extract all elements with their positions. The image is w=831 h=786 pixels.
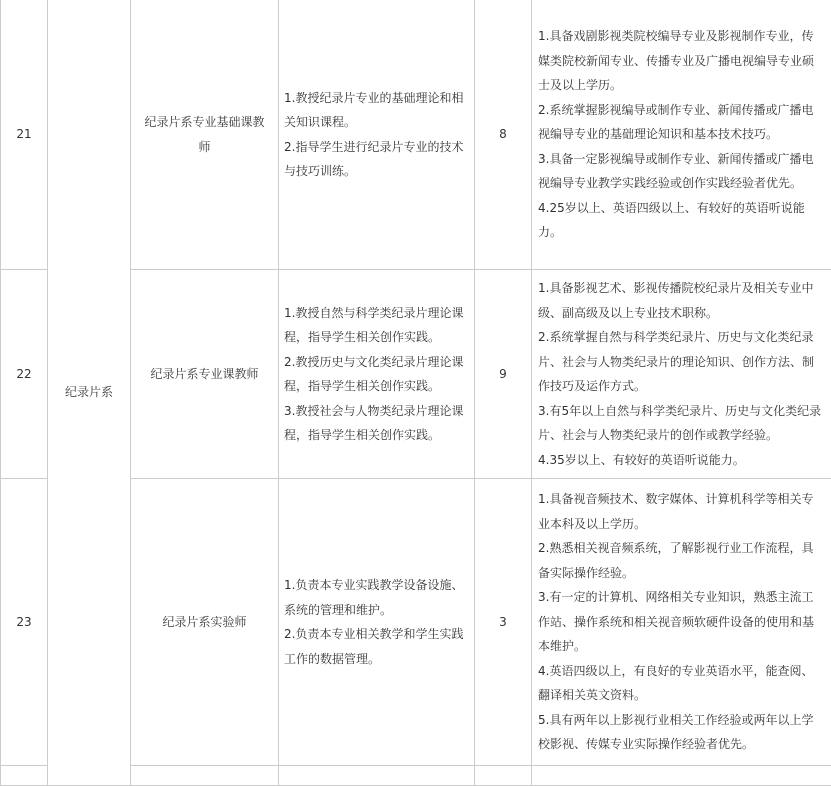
- requirements-cell: [532, 270, 831, 479]
- row-index: 22: [1, 270, 48, 479]
- duties-cell: [279, 0, 475, 270]
- requirement-item: 5.具有两年以上影视行业相关工作经验或两年以上学校影视、传媒专业实际操作经验者优先。: [538, 708, 825, 757]
- requirements-cell: [532, 479, 831, 766]
- duty-item: 2.负责本专业相关教学和学生实践工作的数据管理。: [284, 622, 468, 671]
- row-index: 21: [1, 0, 48, 270]
- duty-item: 1.教授纪录片专业的基础理论和相关知识课程。: [284, 86, 468, 135]
- requirement-item: 3.有一定的计算机、网络相关专业知识，熟悉主流工作站、操作系统和相关视音频软硬件设备的使用和基本维护。: [538, 585, 825, 659]
- position-cell: 纪录片系专业课教师: [131, 270, 279, 479]
- position-cell: 纪录片系专业基础课教师: [131, 0, 279, 270]
- duties-cell: [279, 479, 475, 766]
- requirement-item: 1.具备影视艺术、影视传播院校纪录片及相关专业中级、副高级及以上专业技术职称。: [538, 276, 825, 325]
- requirements-cell: [532, 766, 831, 786]
- requirement-item: 4.25岁以上、英语四级以上、有较好的英语听说能力。: [538, 196, 825, 245]
- table-row: [1, 0, 831, 270]
- headcount-cell: [475, 766, 532, 786]
- requirement-item: 1.具备视音频技术、数字媒体、计算机科学等相关专业本科及以上学历。: [538, 487, 825, 536]
- requirement-item: 2.熟悉相关视音频系统，了解影视行业工作流程，具备实际操作经验。: [538, 536, 825, 585]
- department-cell: 纪录片系: [48, 0, 131, 786]
- requirement-item: 3.具备一定影视编导或制作专业、新闻传播或广播电视编导专业教学实践经验或创作实践经验者优先。: [538, 147, 825, 196]
- duty-item: 3.教授社会与人物类纪录片理论课程，指导学生相关创作实践。: [284, 399, 468, 448]
- requirement-item: 4.35岁以上、有较好的英语听说能力。: [538, 448, 825, 473]
- position-cell: [131, 766, 279, 786]
- duties-cell: [279, 270, 475, 479]
- requirement-item: 4.英语四级以上，有良好的专业英语水平，能查阅、翻译相关英文资料。: [538, 659, 825, 708]
- duty-item: 1.负责本专业实践教学设备设施、系统的管理和维护。: [284, 573, 468, 622]
- position-cell: 纪录片系实验师: [131, 479, 279, 766]
- duty-item: 1.教授自然与科学类纪录片理论课程，指导学生相关创作实践。: [284, 301, 468, 350]
- headcount-cell: 9: [475, 270, 532, 479]
- requirement-item: 1.具备戏剧影视类院校编导专业及影视制作专业，传媒类院校新闻专业、传播专业及广播电视编导专业硕士及以上学历。: [538, 24, 825, 98]
- requirement-item: 3.有5年以上自然与科学类纪录片、历史与文化类纪录片、社会与人物类纪录片的创作或教学经验。: [538, 399, 825, 448]
- duty-item: 2.指导学生进行纪录片专业的技术与技巧训练。: [284, 135, 468, 184]
- duties-cell: [279, 766, 475, 786]
- headcount-cell: 3: [475, 479, 532, 766]
- requirements-cell: [532, 0, 831, 270]
- requirement-item: 2.系统掌握影视编导或制作专业、新闻传播或广播电视编导专业的基础理论知识和基本技术技巧。: [538, 98, 825, 147]
- duty-item: 2.教授历史与文化类纪录片理论课程，指导学生相关创作实践。: [284, 350, 468, 399]
- row-index: [1, 766, 48, 786]
- headcount-cell: 8: [475, 0, 532, 270]
- row-index: 23: [1, 479, 48, 766]
- requirement-item: 2.系统掌握自然与科学类纪录片、历史与文化类纪录片、社会与人物类纪录片的理论知识、创作方法、制作技巧及运作方式。: [538, 325, 825, 399]
